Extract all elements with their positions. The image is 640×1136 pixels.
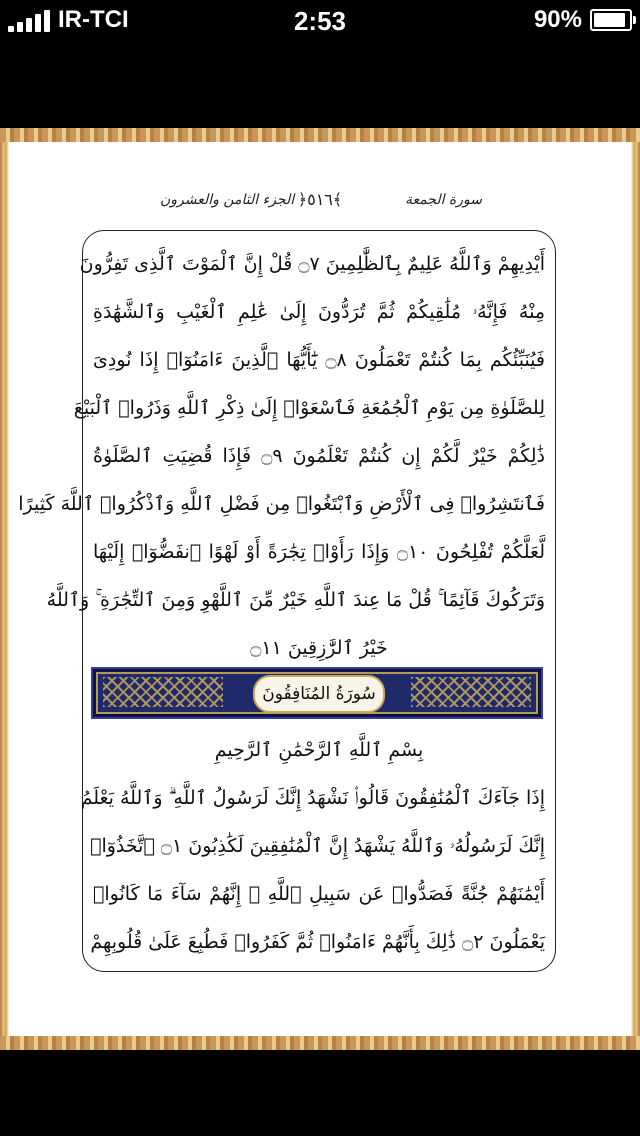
banner-ornament-icon [103,677,223,707]
verse-text-box[interactable] [18,230,556,972]
battery-percent: 90% [533,6,582,33]
carrier-name: IR-TCI [58,6,129,33]
verse-line[interactable]: وَتَرَكُوكَ قَآئِمًا ۚ قُلْ مَا عِندَ ٱللَّهِ خَيْرٌ مِّنَ ٱللَّهْوِ وَمِنَ ٱلتِّجَٰرَةِ ۚ وَٱللَّهُ [46,589,545,611]
surah-title: سُورَةُ المُنَافِقُونَ [253,675,385,713]
verse-line[interactable]: فَيُنَبِّئُكُم بِمَا كُنتُمْ تَعْمَلُونَ ۝٨ يَٰٓأَيُّهَا ٱلَّذِينَ ءَامَنُوٓا۟ إِذَا نُودِىَ [93,349,545,371]
juz-label: الجزء الثامن والعشرون [160,192,295,208]
verse-line[interactable]: مِنْهُ فَإِنَّهُۥ مُلَٰقِيكُمْ ثُمَّ تُرَدُّونَ إِلَىٰ عَٰلِمِ ٱلْغَيْبِ وَٱلشَّهَٰدَةِ [93,301,545,323]
verse-line[interactable]: ذَٰلِكُمْ خَيْرٌ لَّكُمْ إِن كُنتُمْ تَعْلَمُونَ ۝٩ فَإِذَا قُضِيَتِ ٱلصَّلَوٰةُ [93,445,546,467]
clock: 2:53 [293,6,347,36]
bottom-area [0,1050,640,1136]
battery-icon [590,9,632,31]
verse-line[interactable]: لَّعَلَّكُمْ تُفْلِحُونَ ۝١٠ وَإِذَا رَأَوْا۟ تِجَٰرَةً أَوْ لَهْوًا ٱنفَضُّوٓا۟ إِلَيْهَا [93,541,545,563]
verse-line[interactable]: يَعْمَلُونَ ۝٢ ذَٰلِكَ بِأَنَّهُمْ ءَامَنُوا۟ ثُمَّ كَفَرُوا۟ فَطُبِعَ عَلَىٰ قُلُوبِهِمْ [90,931,545,953]
top-spacer [0,40,640,130]
mushaf-page[interactable] [10,142,630,1036]
verse-line[interactable]: خَيْرُ ٱلرَّٰزِقِينَ ۝١١ [250,637,388,659]
page-number: ﴿٥١٦﴾ [297,190,343,209]
verse-line[interactable]: إِنَّكَ لَرَسُولُهُۥ وَٱللَّهُ يَشْهَدُ إِنَّ ٱلْمُنَٰفِقِينَ لَكَٰذِبُونَ ۝١ ٱتَّخَذُوٓا۟ [90,835,545,857]
page-header [10,186,630,218]
surah-title-banner [91,667,543,719]
banner-ornament-icon [411,677,531,707]
surah-label: سورة الجمعة [404,192,482,208]
basmala[interactable]: بِسْمِ ٱللَّهِ ٱلرَّحْمَٰنِ ٱلرَّحِيمِ [214,739,424,761]
verse-line[interactable]: أَيْدِيهِمْ وَٱللَّهُ عَلِيمٌ بِٱلظَّٰلِمِينَ ۝٧ قُلْ إِنَّ ٱلْمَوْتَ ٱلَّذِى تَفِرُّونَ [79,253,545,275]
verse-line[interactable]: فَٱنتَشِرُوا۟ فِى ٱلْأَرْضِ وَٱبْتَغُوا۟ مِن فَضْلِ ٱللَّهِ وَٱذْكُرُوا۟ ٱللَّهَ كَثِيرًا [18,493,545,515]
status-bar [0,0,640,40]
battery-group [534,8,632,32]
verse-line[interactable]: لِلصَّلَوٰةِ مِن يَوْمِ ٱلْجُمُعَةِ فَٱسْعَوْا۟ إِلَىٰ ذِكْرِ ٱللَّهِ وَذَرُوا۟ ٱلْبَيْعَ [73,397,545,419]
verse-line[interactable]: أَيْمَٰنَهُمْ جُنَّةً فَصَدُّوا۟ عَن سَبِيلِ ٱللَّهِ ۚ إِنَّهُمْ سَآءَ مَا كَانُوا۟ [93,883,545,905]
verse-line[interactable]: إِذَا جَآءَكَ ٱلْمُنَٰفِقُونَ قَالُوا۟ نَشْهَدُ إِنَّكَ لَرَسُولُ ٱللَّهِ ۗ وَٱللَّهُ يَعْلَمُ [80,787,545,809]
mushaf-page-frame[interactable] [0,128,640,1050]
